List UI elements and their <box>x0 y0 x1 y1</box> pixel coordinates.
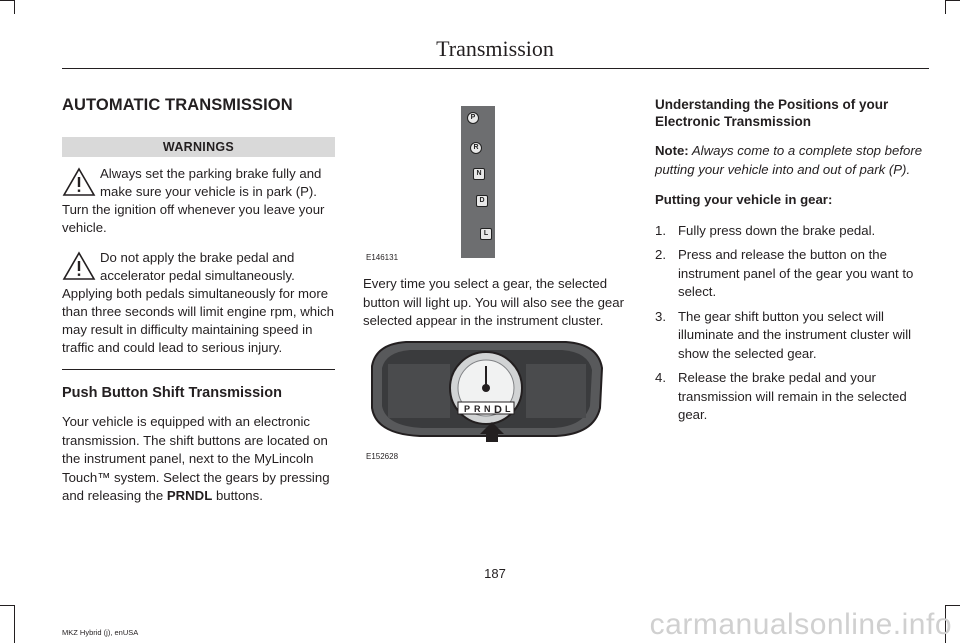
section-title: AUTOMATIC TRANSMISSION <box>62 96 293 114</box>
figure-caption: Every time you select a gear, the selected button will light up. You will also see the gear selected appear in the instrument cluster. <box>363 276 624 328</box>
page-header-title: Transmission <box>436 36 554 61</box>
note-body: Always come to a complete stop before putting your vehicle into and out of park (P). <box>655 143 923 177</box>
right-column <box>655 96 929 431</box>
list-item <box>655 369 929 425</box>
list-item <box>655 222 929 241</box>
warning-text: Do not apply the brake pedal and accelerator pedal simultaneously. Applying both pedals simultaneously for more than three seconds will limit engine rpm, which may result in difficulty maintaining speed in traffic and could lead to serious injury. <box>62 250 334 355</box>
push-button-body: Your vehicle is equipped with an electronic transmission. The shift buttons are located on the instrument panel, next to the MyLincoln Touch™ system. Select the gears by pressing and releasing the <box>62 414 330 503</box>
crop-mark <box>946 0 960 1</box>
crop-mark <box>946 605 960 606</box>
note-paragraph <box>655 142 929 179</box>
shift-button-p: P <box>467 112 479 124</box>
step-text: Press and release the button on the instrument panel of the gear you want to select. <box>678 247 914 299</box>
step-number: 4. <box>655 370 666 385</box>
cluster-gear-p: P <box>464 404 471 414</box>
step-number: 3. <box>655 308 666 324</box>
middle-column <box>363 275 633 343</box>
crop-mark <box>0 0 14 1</box>
list-item <box>655 246 929 302</box>
steps-title: Putting your vehicle in gear: <box>655 192 833 207</box>
page-number: 187 <box>484 566 506 581</box>
figure-code: E152628 <box>366 452 399 461</box>
shift-button-l: L <box>480 228 492 240</box>
figure-code: E146131 <box>366 253 399 262</box>
cluster-gear-d: D <box>494 404 502 416</box>
warning-item <box>62 165 335 237</box>
crop-mark <box>14 0 15 14</box>
warnings-bar: WARNINGS <box>62 137 335 157</box>
cluster-gear-r: R <box>474 404 481 414</box>
footer-doc-id: MKZ Hybrid (j), enUSA <box>62 628 139 637</box>
shift-button-d: D <box>476 195 488 207</box>
step-text: Release the brake pedal and your transmission will remain in the selected gear. <box>678 370 907 422</box>
step-number: 2. <box>655 247 666 262</box>
shift-button-r: R <box>470 142 482 154</box>
step-number: 1. <box>655 222 666 238</box>
cluster-gear-l: L <box>505 404 511 414</box>
crop-mark <box>14 605 15 643</box>
shift-button-panel-figure <box>461 106 495 258</box>
step-text: The gear shift button you select will illuminate and the instrument cluster will show the selected gear. <box>678 308 912 361</box>
list-item <box>655 308 929 364</box>
left-column <box>62 96 335 518</box>
crop-mark <box>0 605 14 606</box>
step-text: Fully press down the brake pedal. <box>678 222 876 238</box>
instrument-cluster-figure <box>366 338 606 448</box>
section-divider <box>62 369 335 370</box>
push-button-body-end: buttons. <box>212 488 263 503</box>
prndl-term: PRNDL <box>166 488 213 503</box>
watermark: carmanualsonline.info <box>649 608 952 641</box>
right-section-title: Understanding the Positions of your Electronic Transmission <box>655 97 889 129</box>
cluster-gear-n: N <box>484 404 491 414</box>
shift-button-n: N <box>473 168 485 180</box>
steps-list <box>655 222 929 425</box>
subsection-title: Push Button Shift Transmission <box>62 385 282 401</box>
warning-text: Always set the parking brake fully and make sure your vehicle is in park (P). Turn the ignition off whenever you leave your vehicle. <box>62 166 325 235</box>
crop-mark <box>945 0 946 14</box>
warning-triangle-icon <box>62 251 96 281</box>
warning-item <box>62 249 335 357</box>
push-button-paragraph <box>62 413 335 506</box>
note-label: Note: <box>655 143 689 158</box>
warning-triangle-icon <box>62 167 96 197</box>
header-rule <box>62 68 929 69</box>
